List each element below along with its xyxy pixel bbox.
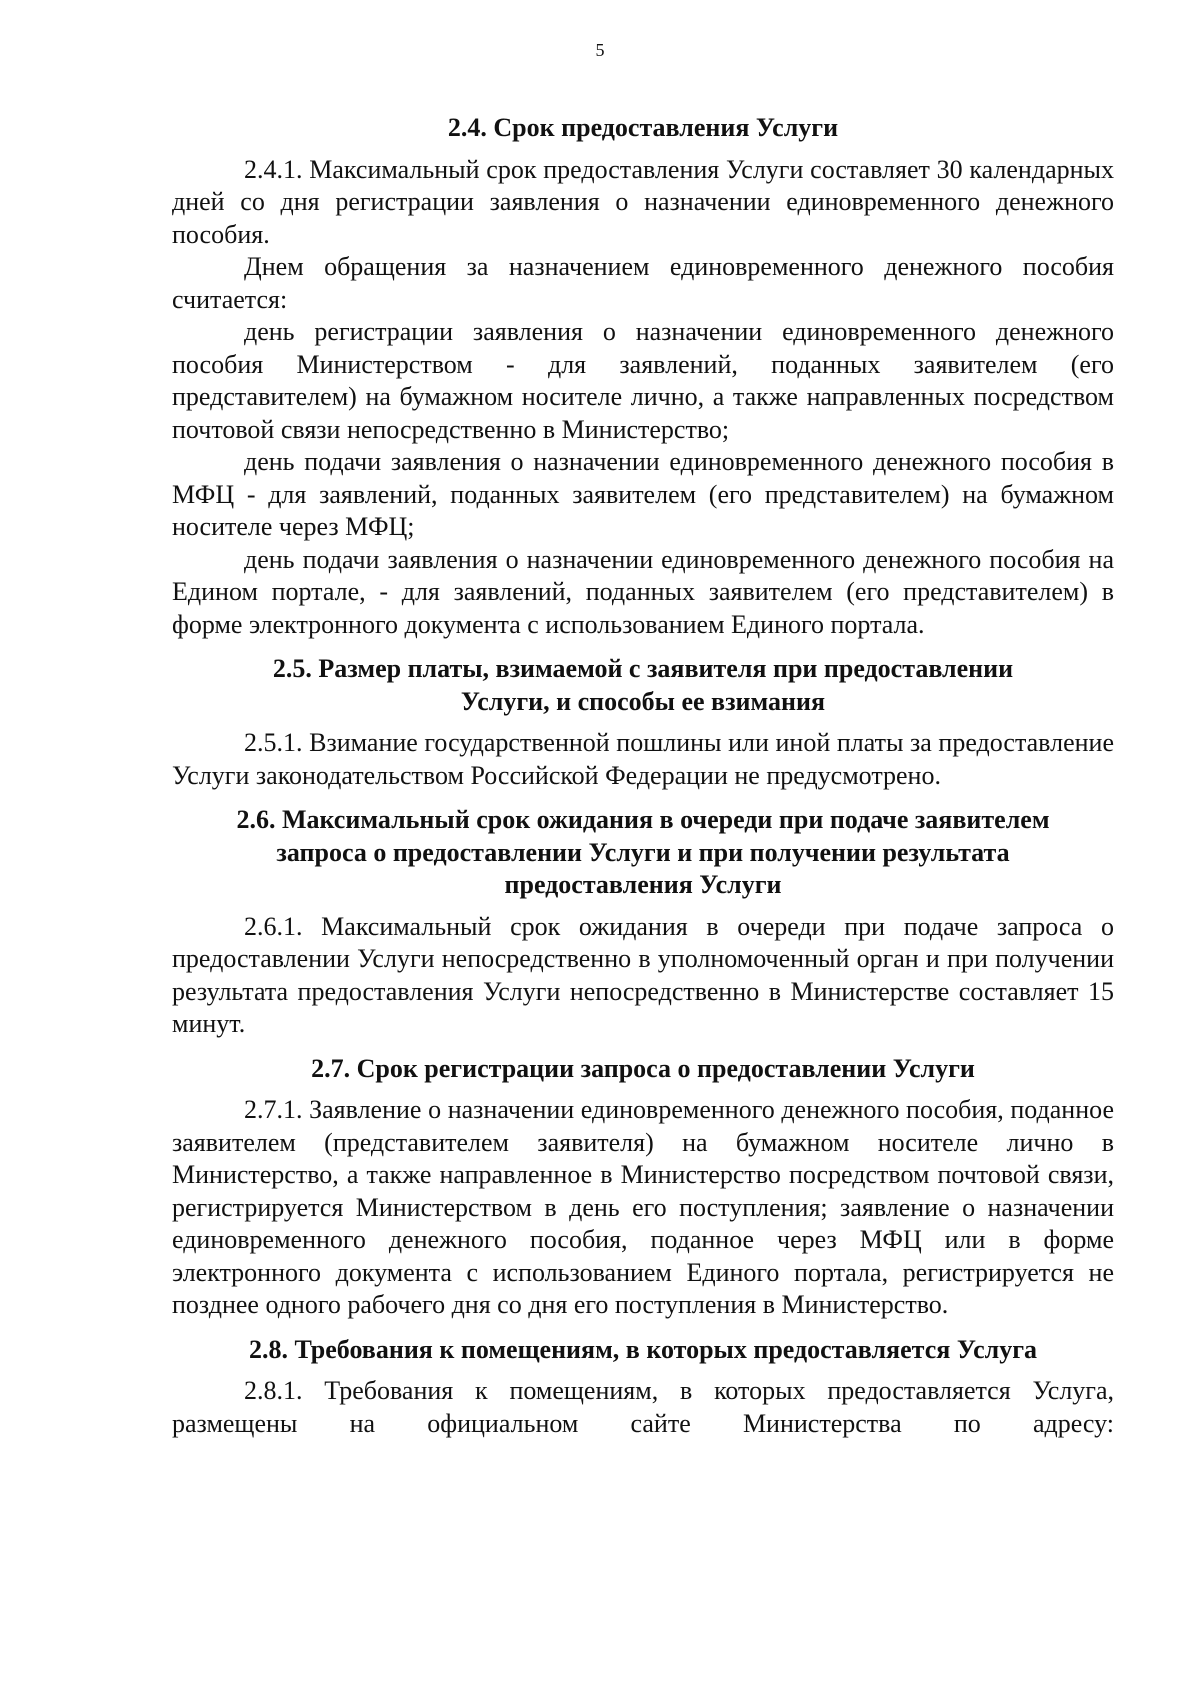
- paragraph-2-4-1: 2.4.1. Максимальный срок предоставления Услуги составляет 30 календарных дней со дня регистрации заявления о назначении единовременного денежного пособия.: [172, 154, 1114, 249]
- paragraph-2-6-1: 2.6.1. Максимальный срок ожидания в очереди при подаче запроса о предоставлении Услуги непосредственно в уполномоченный орган и при получении результата предоставления Услуги непосредственно в Министерстве составляет 15 минут.: [172, 911, 1114, 1038]
- paragraph-ministry-registration-day: день регистрации заявления о назначении единовременного денежного пособия Министерством - для заявлений, поданных заявителем (его представителем) на бумажном носителе лично, а также направленных посредством почтовой связи непосредственно в Министерство;: [172, 317, 1114, 444]
- document-body: [172, 112, 1114, 1440]
- heading-line: 2.5. Размер платы, взимаемой с заявителя при предоставлении: [272, 654, 1014, 683]
- heading-line: предоставления Услуги: [504, 870, 782, 899]
- paragraph-mfc-submission-day: день подачи заявления о назначении единовременного денежного пособия в МФЦ - для заявлений, поданных заявителем (его представителем) на бумажном носителе через МФЦ;: [172, 447, 1114, 541]
- section-heading-2-6: [172, 804, 1114, 902]
- paragraph-2-7-1: 2.7.1. Заявление о назначении единовременного денежного пособия, поданное заявителем (представителем заявителя) на бумажном носителе лично в Министерство, а также направленное в Министерство посредством почтовой связи, регистрируется Министерством в день его поступления; заявление о назначении единовременного денежного пособия, поданное через МФЦ или в форме электронного документа с использованием Единого портала, регистрируется не позднее одного рабочего дня со дня его поступления в Министерство.: [172, 1095, 1114, 1319]
- paragraph-portal-submission-day: день подачи заявления о назначении единовременного денежного пособия на Едином портале, - для заявлений, поданных заявителем (его представителем) в форме электронного документа с использованием Единого портала.: [172, 544, 1114, 639]
- section-heading-2-4: 2.4. Срок предоставления Услуги: [447, 113, 839, 142]
- page-number: 5: [595, 40, 605, 60]
- section-heading-2-8: 2.8. Требования к помещениям, в которых предоставляется Услуга: [248, 1334, 1038, 1364]
- paragraph-2-5-1: 2.5.1. Взимание государственной пошлины или иной платы за предоставление Услуги законодательством Российской Федерации не предусмотрено.: [172, 728, 1114, 790]
- heading-line: запроса о предоставлении Услуги и при получении результата: [276, 837, 1010, 867]
- paragraph-application-day: Днем обращения за назначением единовременного денежного пособия считается:: [172, 252, 1114, 314]
- section-heading-2-7: 2.7. Срок регистрации запроса о предоставлении Услуги: [311, 1053, 975, 1083]
- heading-line: Услуги, и способы ее взимания: [460, 686, 826, 716]
- paragraph-2-8-1: 2.8.1. Требования к помещениям, в которых предоставляется Услуга, размещены на официальном сайте Министерства по адресу:: [172, 1376, 1114, 1438]
- section-heading-2-5: [172, 653, 1114, 718]
- heading-line: 2.6. Максимальный срок ожидания в очереди при подаче заявителем: [236, 805, 1050, 834]
